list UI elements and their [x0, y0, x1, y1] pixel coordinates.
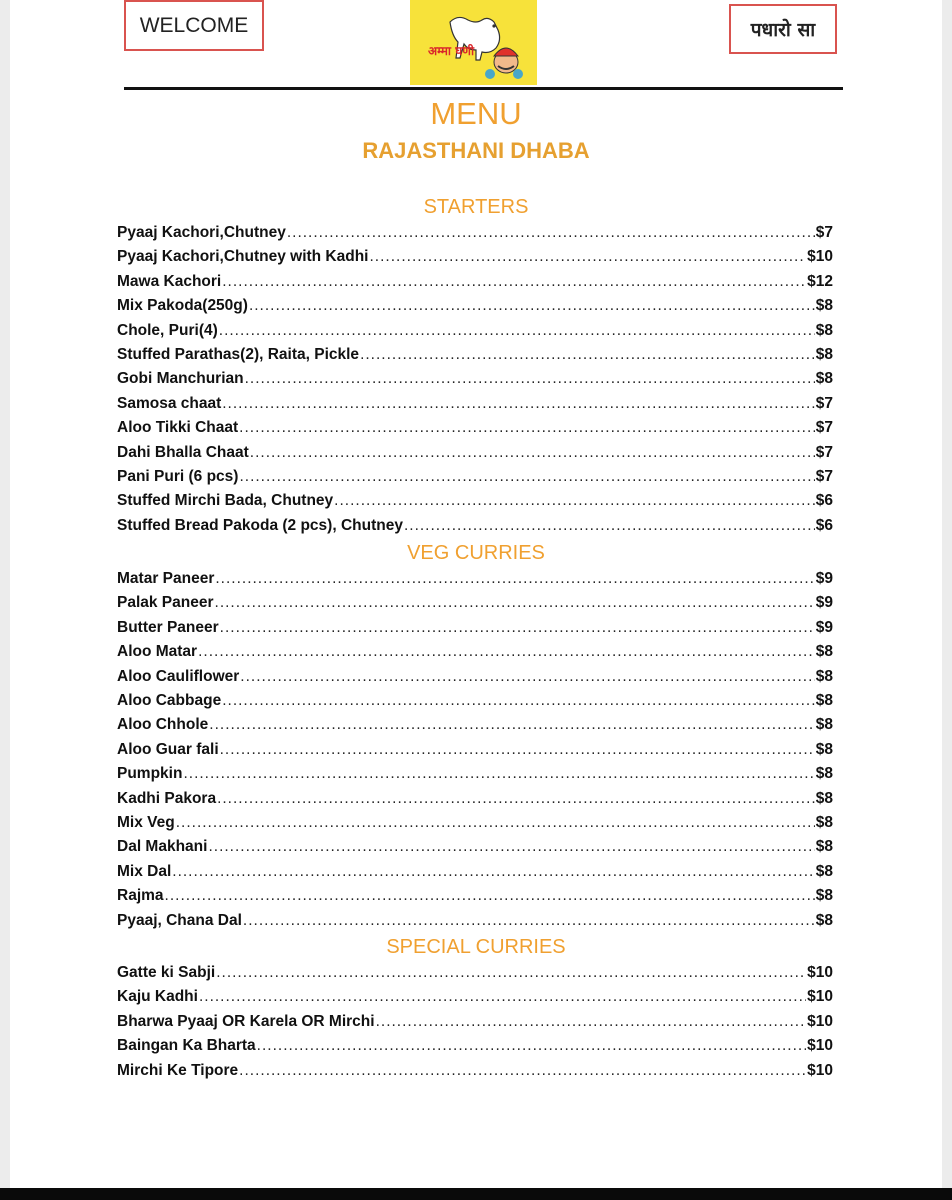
menu-item-row: [117, 912, 833, 934]
menu-item-name: Pyaaj Kachori,Chutney: [117, 224, 286, 241]
menu-item-price: $8: [815, 321, 833, 339]
menu-item-price: $8: [815, 370, 833, 388]
menu-item-name: Aloo Matar: [117, 643, 198, 661]
padharo-label: पधारो सा: [750, 19, 816, 41]
dot-leader: [222, 692, 815, 710]
menu-item-name: Mawa Kachori: [117, 272, 222, 290]
menu-item-name: Stuffed Parathas(2), Raita, Pickle: [117, 346, 360, 363]
dot-leader: [176, 814, 815, 832]
dot-leader: [287, 224, 815, 242]
dot-leader: [220, 619, 815, 637]
menu-item-row: [117, 395, 833, 417]
section-heading: SPECIAL CURRIES: [386, 936, 566, 958]
dot-leader: [404, 517, 815, 535]
menu-item-price: $8: [815, 643, 833, 661]
dot-leader: [370, 248, 807, 266]
menu-item-price: $7: [815, 443, 833, 461]
menu-item-row: [117, 419, 833, 441]
menu-item-price: $9: [815, 594, 833, 612]
menu-item-price: $7: [815, 468, 833, 485]
dot-leader: [239, 468, 814, 486]
menu-item-price: $8: [815, 789, 833, 807]
menu-item-price: $10: [807, 248, 833, 266]
menu-item-price: $6: [815, 516, 833, 534]
menu-item-price: $9: [815, 618, 833, 636]
menu-item-row: [117, 643, 833, 665]
dot-leader: [376, 1013, 807, 1031]
menu-item-row: [117, 887, 833, 909]
menu-item-row: [117, 1037, 833, 1059]
dot-leader: [216, 964, 806, 982]
header-divider: [124, 87, 843, 90]
menu-item-row: [117, 964, 833, 986]
camel-mascot-icon: [410, 0, 537, 85]
menu-item-price: $8: [815, 765, 833, 783]
menu-item-row: [117, 297, 833, 319]
menu-item-name: Kaju Kadhi: [117, 988, 198, 1006]
menu-item-name: Pumpkin: [117, 765, 183, 783]
section-heading: STARTERS: [423, 196, 529, 218]
menu-item-price: $8: [815, 911, 833, 929]
menu-item-row: [117, 692, 833, 714]
menu-item-row: [117, 790, 833, 812]
menu-item-name: Aloo Cauliflower: [117, 667, 240, 685]
menu-item-row: [117, 248, 833, 270]
welcome-label: WELCOME: [139, 13, 249, 37]
dot-leader: [215, 570, 814, 588]
menu-item-name: Pyaaj Kachori,Chutney with Kadhi: [117, 248, 369, 266]
menu-item-row: [117, 668, 833, 690]
menu-item-name: Chole, Puri(4): [117, 321, 218, 339]
dot-leader: [165, 887, 815, 905]
dot-leader: [249, 297, 815, 315]
menu-item-row: [117, 1013, 833, 1035]
dhaba-logo: [410, 0, 537, 85]
menu-item-name: Pani Puri (6 pcs): [117, 468, 239, 485]
menu-item-name: Gobi Manchurian: [117, 370, 244, 388]
menu-item-price: $6: [815, 492, 833, 510]
menu-item-name: Baingan Ka Bharta: [117, 1037, 256, 1055]
menu-item-name: Mirchi Ke Tipore: [117, 1061, 239, 1079]
menu-item-price: $8: [815, 862, 833, 880]
dot-leader: [220, 741, 815, 759]
dot-leader: [243, 912, 815, 930]
menu-item-name: Bharwa Pyaaj OR Karela OR Mirchi: [117, 1012, 375, 1030]
menu-page: [10, 0, 942, 1188]
menu-item-row: [117, 838, 833, 860]
menu-item-row: [117, 988, 833, 1010]
menu-item-price: $10: [807, 988, 833, 1006]
dot-leader: [334, 492, 815, 510]
dot-leader: [208, 838, 814, 856]
menu-item-name: Stuffed Bread Pakoda (2 pcs), Chutney: [117, 516, 403, 534]
menu-item-name: Stuffed Mirchi Bada, Chutney: [117, 492, 334, 510]
dot-leader: [198, 643, 815, 661]
menu-item-row: [117, 517, 833, 539]
menu-item-row: [117, 224, 833, 246]
logo-text: अम्मा घणी: [428, 44, 475, 58]
dot-leader: [209, 716, 814, 734]
menu-item-price: $8: [815, 740, 833, 758]
dot-leader: [245, 370, 815, 388]
menu-item-row: [117, 468, 833, 490]
dot-leader: [172, 863, 814, 881]
dot-leader: [239, 1062, 806, 1080]
dot-leader: [222, 395, 815, 413]
menu-item-name: Aloo Guar fali: [117, 740, 219, 758]
menu-item-price: $8: [815, 887, 833, 905]
menu-item-row: [117, 765, 833, 787]
dot-leader: [183, 765, 814, 783]
menu-item-row: [117, 814, 833, 836]
menu-item-name: Kadhi Pakora: [117, 789, 217, 807]
menu-item-name: Rajma: [117, 887, 164, 905]
menu-item-name: Mix Dal: [117, 862, 172, 880]
menu-item-price: $9: [815, 570, 833, 587]
menu-item-price: $8: [815, 667, 833, 685]
menu-item-name: Aloo Tikki Chaat: [117, 419, 239, 437]
menu-item-row: [117, 619, 833, 641]
menu-item-price: $8: [815, 716, 833, 734]
menu-item-price: $8: [815, 346, 833, 363]
dot-leader: [199, 988, 806, 1006]
menu-item-price: $10: [807, 1061, 833, 1079]
menu-item-row: [117, 273, 833, 295]
menu-item-row: [117, 716, 833, 738]
menu-item-row: [117, 570, 833, 592]
menu-item-price: $10: [807, 1037, 833, 1055]
menu-item-price: $8: [815, 814, 833, 831]
page-title: MENU: [430, 96, 522, 131]
menu-item-name: Palak Paneer: [117, 594, 214, 612]
menu-item-name: Aloo Cabbage: [117, 692, 222, 709]
dot-leader: [240, 668, 814, 686]
menu-item-row: [117, 741, 833, 763]
menu-item-name: Samosa chaat: [117, 394, 222, 412]
dot-leader: [250, 444, 815, 462]
menu-item-price: $8: [815, 838, 833, 856]
menu-item-row: [117, 444, 833, 466]
menu-item-row: [117, 346, 833, 368]
dot-leader: [222, 273, 806, 291]
menu-item-price: $7: [815, 224, 833, 241]
dot-leader: [257, 1037, 806, 1055]
menu-item-name: Matar Paneer: [117, 570, 215, 587]
dot-leader: [217, 790, 815, 808]
menu-item-price: $8: [815, 297, 833, 315]
welcome-box: [124, 0, 264, 51]
menu-item-name: Dahi Bhalla Chaat: [117, 443, 249, 461]
menu-item-price: $10: [807, 964, 833, 981]
menu-item-row: [117, 1062, 833, 1084]
menu-item-name: Pyaaj, Chana Dal: [117, 911, 242, 929]
padharo-box: [729, 4, 837, 54]
dot-leader: [360, 346, 815, 364]
section-heading: VEG CURRIES: [407, 542, 545, 564]
menu-item-name: Dal Makhani: [117, 838, 208, 856]
menu-item-price: $10: [807, 1012, 833, 1030]
menu-item-row: [117, 370, 833, 392]
menu-item-name: Gatte ki Sabji: [117, 964, 216, 981]
menu-item-name: Aloo Chhole: [117, 716, 209, 734]
menu-item-price: $7: [815, 419, 833, 437]
dot-leader: [219, 322, 815, 340]
menu-item-row: [117, 863, 833, 885]
dot-leader: [215, 594, 815, 612]
menu-item-name: Mix Pakoda(250g): [117, 297, 248, 315]
restaurant-name: RAJASTHANI DHABA: [362, 138, 590, 163]
menu-item-row: [117, 492, 833, 514]
menu-item-price: $7: [815, 394, 833, 412]
menu-item-row: [117, 594, 833, 616]
menu-item-name: Butter Paneer: [117, 618, 219, 636]
menu-item-price: $8: [815, 692, 833, 709]
menu-item-name: Mix Veg: [117, 814, 175, 831]
menu-item-row: [117, 322, 833, 344]
dot-leader: [239, 419, 815, 437]
bottom-bar: [0, 1188, 952, 1200]
menu-item-price: $12: [807, 272, 833, 290]
